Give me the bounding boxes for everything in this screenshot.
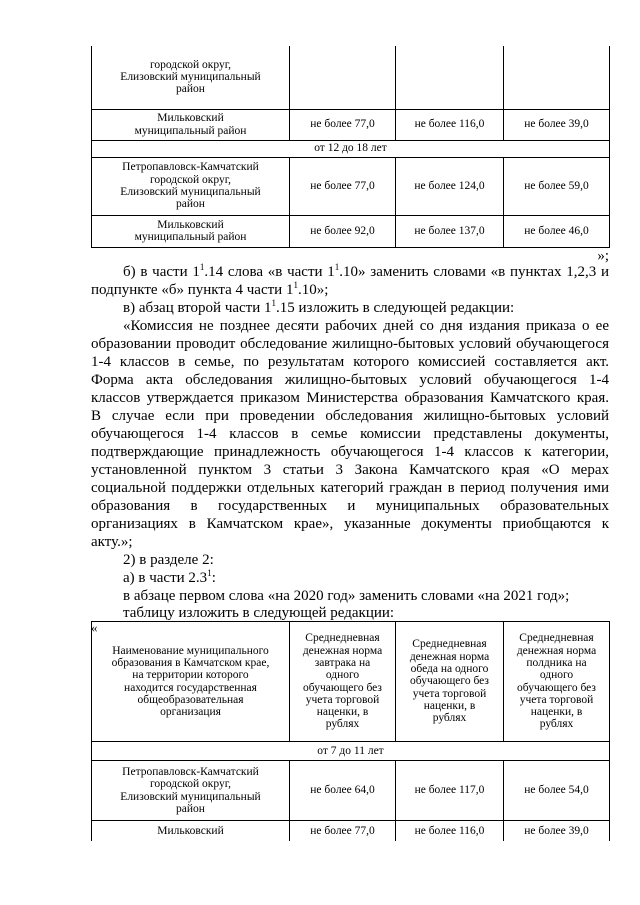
municipality-line: муниципальный район — [134, 124, 247, 137]
header-row — [92, 622, 610, 742]
breakfast-norm-cell: не более 92,0 — [290, 215, 396, 247]
lunch-norm-cell: не более 137,0 — [396, 215, 504, 247]
quote-line: социальной поддержки отдельных категорий граждан в период получения ими — [91, 480, 609, 496]
header-breakfast-norm — [290, 622, 396, 742]
header-lunch-norm — [396, 622, 504, 742]
paragraph-b-line1: б) в части $1^1.14$ слова «в части $1^1.10$» заменить словами «в пунктах 1,2,3 и — [123, 262, 610, 280]
municipality-cell — [92, 109, 290, 140]
breakfast-norm-cell: не более 77,0 — [290, 157, 396, 215]
closing-quote: »; — [597, 248, 609, 264]
header-line: Среднедневная — [412, 638, 487, 651]
header-line: наценки, в — [316, 706, 369, 719]
section-row — [92, 742, 610, 761]
municipality-line: Мильковский — [157, 218, 224, 231]
nutrition-norms-table — [91, 621, 610, 841]
municipality-line: городской округ, — [149, 173, 232, 186]
quote-line: «Комиссия не позднее десяти рабочих дней со дня издания приказа о ее — [123, 318, 609, 334]
snack-norm-cell: не более 39,0 — [504, 821, 610, 841]
municipality-line: район — [176, 802, 205, 815]
table-row — [92, 821, 610, 841]
lunch-norm-cell: не более 124,0 — [396, 157, 504, 215]
municipality-cell: Мильковский — [92, 821, 290, 841]
header-line: организация — [160, 706, 221, 719]
table-row — [92, 46, 610, 109]
municipality-line: Елизовский муниципальный — [120, 71, 261, 84]
header-line: обучающего без — [303, 681, 382, 694]
quote-line: 1-4 классов в семье, по результатам которого комиссией составляется акт. — [91, 354, 609, 370]
header-snack-norm — [504, 622, 610, 742]
municipality-line: Мильковский — [157, 112, 224, 125]
table-row — [92, 109, 610, 140]
quote-line: Форма акта обследования жилищно-бытовых условий обучающегося 1-4 — [91, 372, 609, 388]
header-line: обучающего без — [517, 681, 596, 694]
snack-norm-cell: не более 54,0 — [504, 761, 610, 821]
quote-line: организациях в Камчатском крае», указанные документы приобщаются к — [91, 516, 609, 532]
municipality-line: муниципальный район — [134, 231, 247, 243]
lunch-norm-cell: не более 116,0 — [396, 109, 504, 140]
header-line: полдника на — [526, 656, 587, 669]
quote-line: образования в государственных и муниципальных образовательных — [91, 498, 609, 514]
header-line: рублях — [539, 718, 574, 731]
header-line: одного — [539, 669, 574, 682]
municipality-line: Елизовский муниципальный — [120, 790, 261, 803]
breakfast-norm-cell: не более 64,0 — [290, 761, 396, 821]
part-2-3-heading: а) в части $2.3^1$: — [123, 568, 216, 586]
header-line: рублях — [432, 712, 467, 725]
table-row — [92, 157, 610, 215]
snack-norm-cell: не более 46,0 — [504, 215, 610, 247]
municipality-line: Петропавловск-Камчатский — [122, 765, 259, 778]
header-line: наценки, в — [423, 699, 476, 712]
header-line: на территории которого — [132, 669, 249, 682]
quote-line: образовании проводит обследование жилищно-бытовых условий обучающегося — [91, 336, 609, 352]
quote-line: подтверждающие принадлежность обучающегося 1-4 классов к категории, — [91, 444, 609, 460]
value-cell — [396, 46, 504, 109]
value-cell — [290, 46, 396, 109]
header-line: денежная норма — [516, 644, 597, 657]
municipality-cell — [92, 761, 290, 821]
header-line: денежная норма — [409, 650, 490, 663]
header-line: Среднедневная — [305, 632, 380, 645]
municipality-line: Петропавловск-Камчатский — [122, 161, 259, 174]
municipality-line: городской округ, — [149, 778, 232, 791]
value-cell — [504, 46, 610, 109]
header-line: учета торговой — [519, 693, 594, 706]
snack-norm-cell: не более 59,0 — [504, 157, 610, 215]
quote-line: акту.»; — [91, 534, 133, 550]
header-line: одного — [325, 669, 360, 682]
header-line: обеда на одного — [410, 663, 489, 676]
header-line: рублях — [325, 718, 360, 731]
quote-line: классов утверждается приказом Министерства образования Камчатского края. — [91, 390, 609, 406]
paragraph-table: таблицу изложить в следующей редакции: — [123, 605, 395, 621]
header-line: учета торговой — [305, 693, 380, 706]
municipality-line: район — [176, 83, 205, 96]
header-line: завтрака на — [314, 656, 371, 669]
section-row — [92, 140, 610, 157]
municipality-cell — [92, 215, 290, 247]
header-municipality — [92, 622, 290, 742]
header-line: наценки, в — [530, 706, 583, 719]
quote-line: установленной пунктом 3 статьи 3 Закона Камчатского края «О мерах — [91, 462, 609, 478]
municipality-cell — [92, 157, 290, 215]
header-line: Наименование муниципального — [112, 644, 269, 657]
header-line: обучающего без — [410, 675, 489, 688]
municipality-line: Елизовский муниципальный — [120, 186, 261, 198]
age-group-label: от 12 до 18 лет — [92, 140, 610, 157]
age-group-label: от 7 до 11 лет — [92, 742, 610, 761]
lunch-norm-cell: не более 116,0 — [396, 821, 504, 841]
snack-norm-cell: не более 39,0 — [504, 109, 610, 140]
municipality-line: район — [176, 198, 205, 211]
nutrition-norms-table-continued — [91, 46, 610, 248]
section-2-heading: 2) в разделе 2: — [123, 552, 214, 568]
opening-quote: « — [91, 620, 98, 635]
header-line: денежная норма — [302, 644, 383, 657]
header-line: Среднедневная — [519, 632, 594, 645]
header-line: находится государственная — [124, 681, 257, 694]
table-row — [92, 215, 610, 247]
paragraph-b-line2: подпункте «б» пункта 4 части $1^1.10$»; — [91, 280, 329, 298]
quote-line: В случае если при проведении обследования жилищно-бытовых условий — [91, 408, 609, 424]
header-line: учета торговой — [412, 687, 487, 700]
paragraph-abzac: в абзаце первом слова «на 2020 год» заменить словами «на 2021 год»; — [123, 588, 570, 604]
header-line: общеобразовательная — [137, 693, 244, 706]
paragraph-v: в) абзац второй части $1^1.15$ изложить в следующей редакции: — [123, 298, 515, 316]
quote-line: обучающегося 1-4 классов в семье комиссии представлены документы, — [91, 426, 609, 442]
table-row — [92, 761, 610, 821]
municipality-line: городской округ, — [149, 58, 232, 71]
header-line: образования в Камчатском крае, — [111, 656, 270, 669]
municipality-cell — [92, 46, 290, 109]
lunch-norm-cell: не более 117,0 — [396, 761, 504, 821]
breakfast-norm-cell: не более 77,0 — [290, 821, 396, 841]
breakfast-norm-cell: не более 77,0 — [290, 109, 396, 140]
